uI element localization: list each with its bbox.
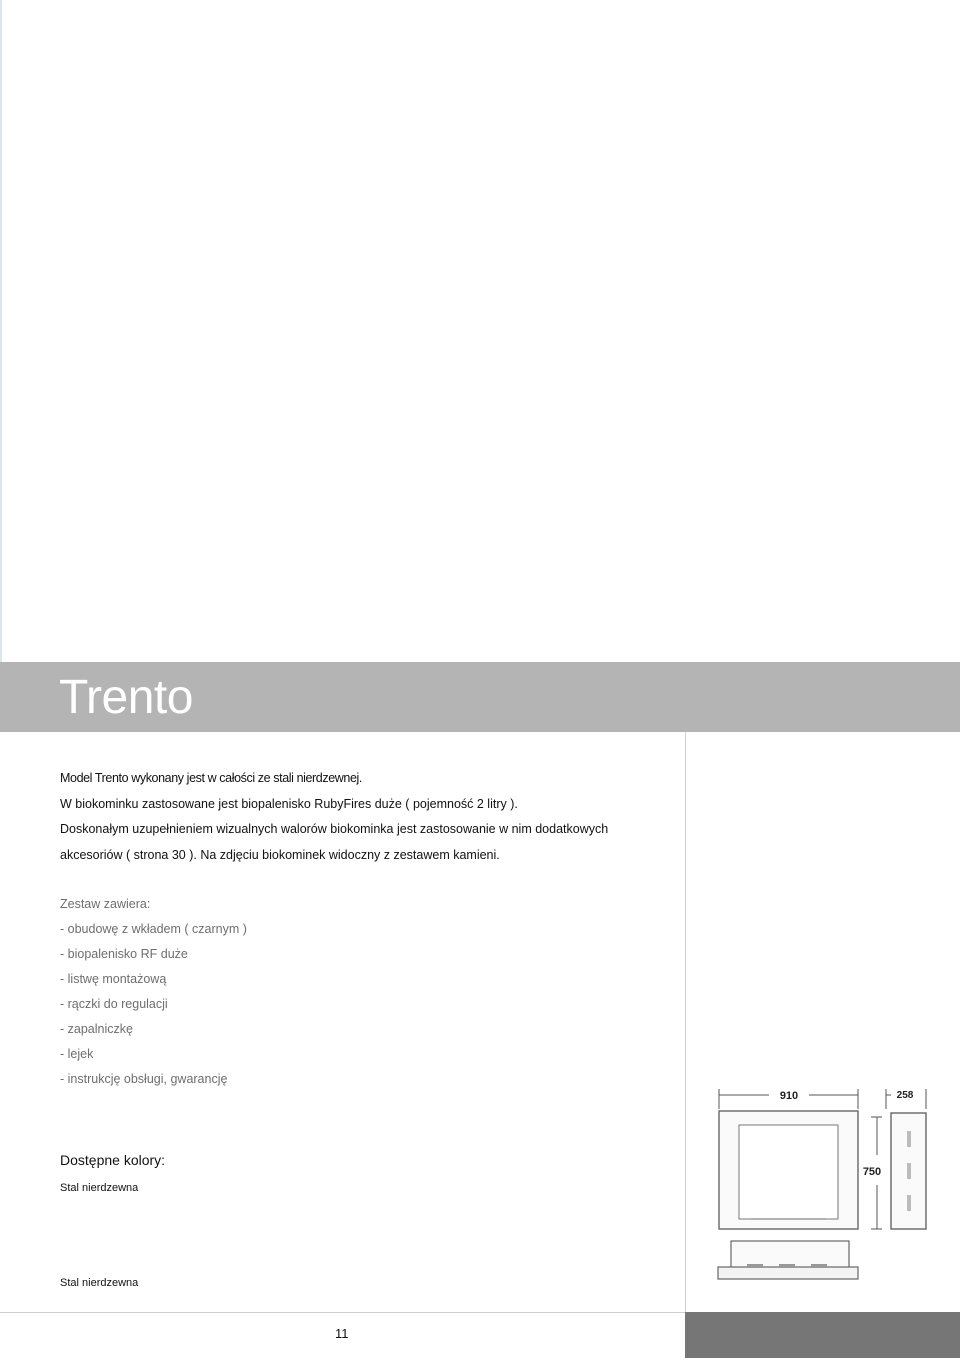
page-title: Trento (59, 671, 193, 724)
column-divider (685, 732, 686, 1312)
page-number: 11 (335, 1326, 349, 1341)
kit-heading: Zestaw zawiera: (60, 897, 151, 911)
kit-item: - obudowę z wkładem ( czarnym ) (60, 922, 247, 936)
intro-line: Model Trento wykonany jest w całości ze stali nierdzewnej. (60, 771, 362, 785)
kit-item: - zapalniczkę (60, 1022, 133, 1036)
kit-item: - instrukcję obsługi, gwarancję (60, 1072, 228, 1086)
side-view-handle (907, 1131, 911, 1147)
depth-label: 258 (896, 1090, 914, 1101)
colors-heading: Dostępne kolory: (60, 1152, 166, 1168)
kit-item: - lejek (60, 1047, 94, 1061)
kit-item: - rączki do regulacji (60, 997, 168, 1011)
technical-drawing (711, 1083, 936, 1288)
kit-item: - listwę montażową (60, 972, 167, 986)
intro-paragraph (60, 766, 680, 868)
side-view-handle (907, 1195, 911, 1211)
width-label: 910 (779, 1090, 799, 1102)
intro-line: Doskonałym uzupełnieniem wizualnych walorów biokominka jest zastosowanie w nim dodatkowych (60, 822, 609, 836)
front-view-opening (739, 1125, 838, 1219)
color-option: Stal nierdzewna (60, 1182, 139, 1194)
footer-block (685, 1312, 960, 1358)
top-view-mount-strip (718, 1267, 858, 1279)
intro-line: W biokominku zastosowane jest biopalenisko RubyFires duże ( pojemność 2 litry ). (60, 796, 518, 811)
title-band (0, 662, 960, 732)
height-label: 750 (862, 1166, 882, 1178)
color-option: Stal nierdzewna (60, 1277, 139, 1289)
top-view-burner-slot (779, 1264, 795, 1268)
footer-rule (0, 1312, 685, 1313)
intro-line: akcesoriów ( strona 30 ). Na zdjęciu biokominek widoczny z zestawem kamieni. (60, 847, 500, 862)
kit-contents-list (60, 892, 660, 1092)
top-view-burner-slot (811, 1264, 827, 1268)
top-view-burner-slot (747, 1264, 763, 1268)
kit-item: - biopalenisko RF duże (60, 947, 188, 961)
page-edge-strip (0, 0, 2, 662)
side-view-handle (907, 1163, 911, 1179)
